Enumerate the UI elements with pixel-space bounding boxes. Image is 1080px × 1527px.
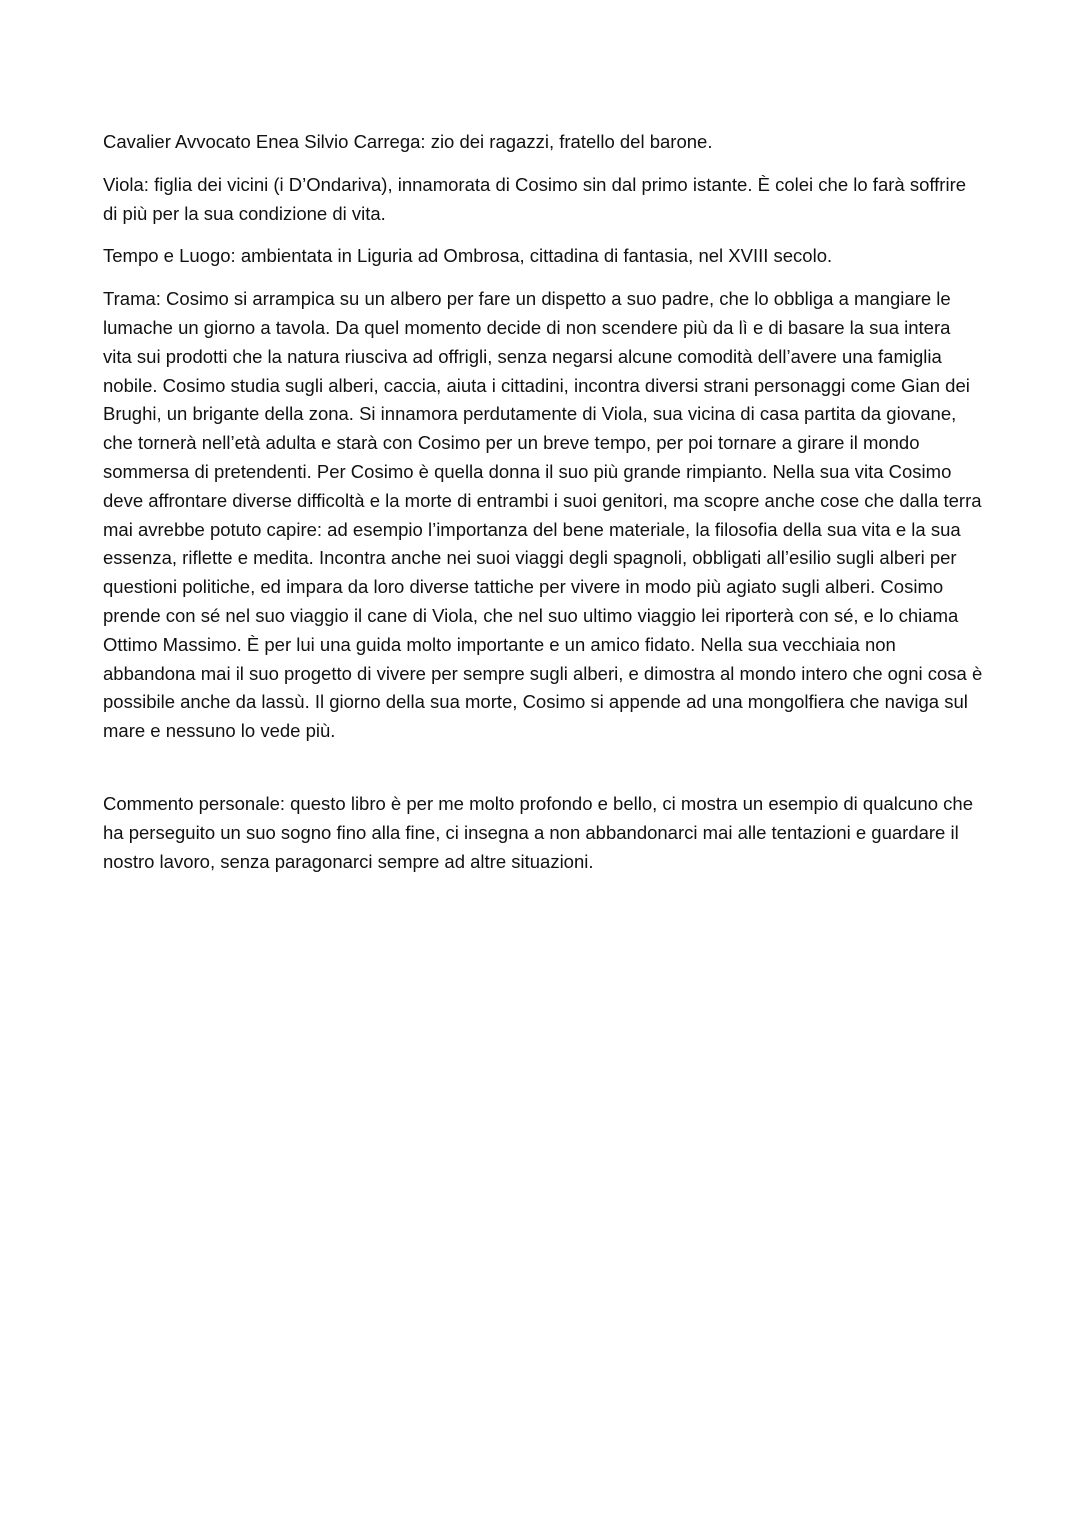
document-body bbox=[103, 128, 983, 890]
paragraph-commento: Commento personale: questo libro è per me molto profondo e bello, ci mostra un esempio di qualcuno che ha perseguito un suo sogno fino alla fine, ci insegna a non abbandonarci mai alle tentazioni e guardare il nostro lavoro, senza paragonarci sempre ad altre situazioni. bbox=[103, 792, 973, 872]
paragraph-tempo-luogo: Tempo e Luogo: ambientata in Liguria ad Ombrosa, cittadina di fantasia, nel XVIII secolo. bbox=[103, 245, 833, 267]
paragraph-trama: Trama: Cosimo si arrampica su un albero per fare un dispetto a suo padre, che lo obbliga a mangiare le lumache un giorno a tavola. Da quel momento decide di non scendere più da lì e di basare la sua intera vita sui prodotti che la natura riusciva ad offrigli, senza negarsi alcune comodità dell’avere una famiglia nobile. Cosimo studia sugli alberi, caccia, aiuta i cittadini, incontra diversi strani personaggi come Gian dei Brughi, un brigante della zona. Si innamora perdutamente di Viola, sua vicina di casa partita da giovane, che tornerà nell’età adulta e starà con Cosimo per un breve tempo, per poi tornare a girare il mondo sommersa di pretendenti. Per Cosimo è quella donna il suo più grande rimpianto. Nella sua vita Cosimo deve affrontare diverse difficoltà e la morte di entrambi i suoi genitori, ma scopre anche cose che dalla terra mai avrebbe potuto capire: ad esempio l’importanza del bene materiale, la filosofia della sua vita e la sua essenza, riflette e medita. Incontra anche nei suoi viaggi degli spagnoli, obbligati all’esilio sugli alberi per questioni politiche, ed impara da loro diverse tattiche per vivere in modo più agiato sugli alberi. Cosimo prende con sé nel suo viaggio il cane di Viola, che nel suo ultimo viaggio lei riporterà con sé, e lo chiama Ottimo Massimo. È per lui una guida molto importante e un amico fidato. Nella sua vecchiaia non abbandona mai il suo progetto di vivere per sempre sugli alberi, e dimostra al mondo intero che ogni cosa è possibile anche da lassù. Il giorno della sua morte, Cosimo si appende ad una mongolfiera che naviga sul mare e nessuno lo vede più. bbox=[103, 288, 983, 742]
paragraph-viola: Viola: figlia dei vicini (i D’Ondariva), innamorata di Cosimo sin dal primo istante. È colei che lo farà soffrire di più per la sua condizione di vita. bbox=[103, 173, 967, 224]
paragraph-carrega: Cavalier Avvocato Enea Silvio Carrega: zio dei ragazzi, fratello del barone. bbox=[103, 131, 713, 152]
